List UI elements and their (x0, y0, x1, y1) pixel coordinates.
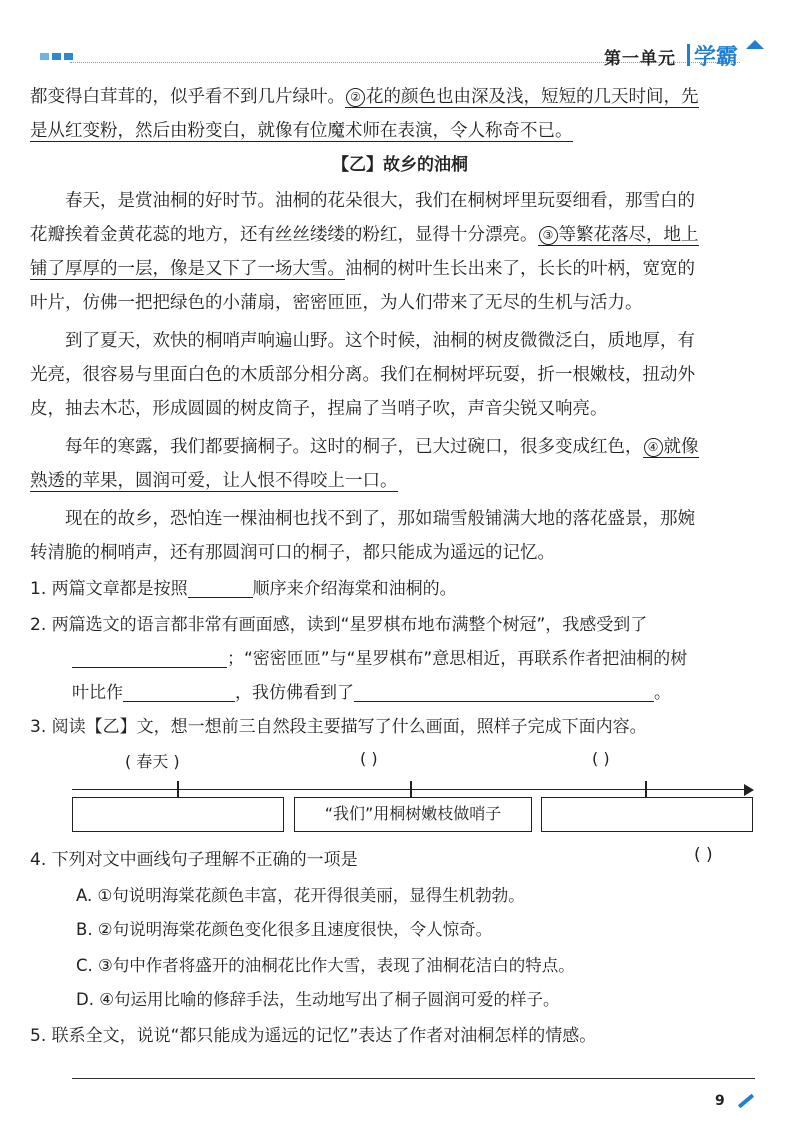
passage-b-p1-line-3: 铺了厚厚的一层，像是又下了一场大雪。油桐的树叶生长出来了，长长的叶柄，宽宽的 (30, 259, 695, 279)
passage-a-line-1: 都变得白茸茸的，似乎看不到几片绿叶。 ② 花的颜色也由深及浅，短短的几天时间，先 (30, 87, 699, 107)
q2-answer-blank-2[interactable] (123, 681, 235, 702)
header-squares-decoration (40, 53, 73, 60)
passage-b-p3-line-1: 每年的寒露，我们都要摘桐子。这时的桐子，已大过碗口，很多变成红色， ④ 就像 (65, 437, 699, 457)
q2-answer-blank-3[interactable] (354, 681, 654, 702)
brand-logo: 学霸 (694, 45, 739, 70)
pencil-icon (738, 1094, 754, 1109)
timeline-example-box: “我们”用桐树嫩枝做哨子 (294, 797, 532, 832)
passage-b-p4-line-2: 转清脆的桐哨声，还有那圆润可口的桐子，都只能成为遥远的记忆。 (30, 543, 555, 563)
timeline-answer-box-1[interactable] (72, 797, 284, 832)
timeline-answer-box-3[interactable] (541, 797, 753, 832)
passage-b-p4-line-1: 现在的故乡，恐怕连一棵油桐也找不到了，那如瑞雪般铺满大地的落花盛景，那婉 (65, 509, 695, 529)
passage-b-p2-line-3: 皮，抽去木芯，形成圆圆的树皮筒子，捏扁了当哨子吹，声音尖锐又响亮。 (30, 399, 608, 419)
marker-2: ② (346, 88, 365, 107)
passage-b-p1-line-2: 花瓣挨着金黄花蕊的地方，还有丝丝缕缕的粉红，显得十分漂亮。 ③ 等繁花落尽，地上 (30, 225, 699, 245)
q2-answer-blank-1[interactable] (72, 647, 227, 668)
passage-b-p2-line-2: 光亮，很容易与里面白色的木质部分相分离。我们在桐树坪玩耍，折一根嫩枝，扭动外 (30, 365, 695, 385)
q1-answer-blank[interactable] (188, 577, 253, 598)
q5-answer-line[interactable] (72, 1078, 755, 1079)
q4-option-c[interactable]: C. ③句中作者将盛开的油桐花比作大雪，表现了油桐花洁白的特点。 (76, 956, 575, 975)
page-number: 9 (715, 1093, 725, 1109)
passage-b-p1-line-4: 叶片，仿佛一把把绿色的小蒲扇，密密匝匝，为人们带来了无尽的生机与活力。 (30, 293, 643, 313)
graduation-cap-icon (746, 40, 764, 49)
q4-option-a[interactable]: A. ①句说明海棠花颜色丰富，花开得很美丽，显得生机勃勃。 (76, 886, 525, 905)
timeline-label-blank-2: ( ) (360, 749, 378, 768)
q4-answer-parentheses[interactable]: ( ) (694, 845, 713, 865)
passage-a-line-2: 是从红变粉，然后由粉变白，就像有位魔术师在表演，令人称奇不已。 (30, 121, 573, 141)
question-2-line-3: 叶比作 ，我仿佛看到了 。 (72, 683, 671, 703)
timeline-tick-1 (177, 781, 179, 798)
timeline-tick-3 (645, 781, 647, 798)
question-5: 5. 联系全文，说说“都只能成为遥远的记忆”表达了作者对油桐怎样的情感。 (30, 1026, 597, 1046)
timeline-arrow-icon (744, 784, 754, 796)
question-2-line-1: 2. 两篇选文的语言都非常有画面感，读到“星罗棋布地布满整个树冠”，我感受到了 (30, 615, 648, 635)
timeline-label-spring: ( 春天 ) (125, 752, 180, 771)
marker-3: ③ (539, 226, 558, 245)
question-4: 4. 下列对文中画线句子理解不正确的一项是 (30, 850, 358, 870)
marker-4: ④ (644, 438, 663, 457)
passage-b-p1-line-1: 春天，是赏油桐的好时节。油桐的花朵很大，我们在桐树坪里玩耍细看，那雪白的 (65, 191, 695, 211)
passage-b-p3-line-2: 熟透的苹果，圆润可爱，让人恨不得咬上一口。 (30, 471, 398, 491)
q4-option-b[interactable]: B. ②句说明海棠花颜色变化很多且速度很快，令人惊奇。 (76, 920, 493, 939)
q4-option-d[interactable]: D. ④句运用比喻的修辞手法，生动地写出了桐子圆润可爱的样子。 (76, 990, 560, 1009)
question-1: 1. 两篇文章都是按照 顺序来介绍海棠和油桐的。 (30, 579, 457, 599)
question-3: 3. 阅读【乙】文，想一想前三自然段主要描写了什么画面，照样子完成下面内容。 (30, 717, 647, 737)
unit-title: 第一单元 (604, 49, 676, 69)
passage-b-p2-line-1: 到了夏天，欢快的桐哨声响遍山野。这个时候，油桐的树皮微微泛白，质地厚，有 (65, 331, 695, 351)
timeline-tick-2 (410, 781, 412, 798)
brand-divider (687, 44, 690, 66)
timeline-label-blank-3: ( ) (592, 749, 610, 768)
question-2-line-2: ；“密密匝匝”与“星罗棋布”意思相近，再联系作者把油桐的树 (72, 642, 687, 676)
passage-b-title: 【乙】故乡的油桐 (332, 155, 468, 175)
